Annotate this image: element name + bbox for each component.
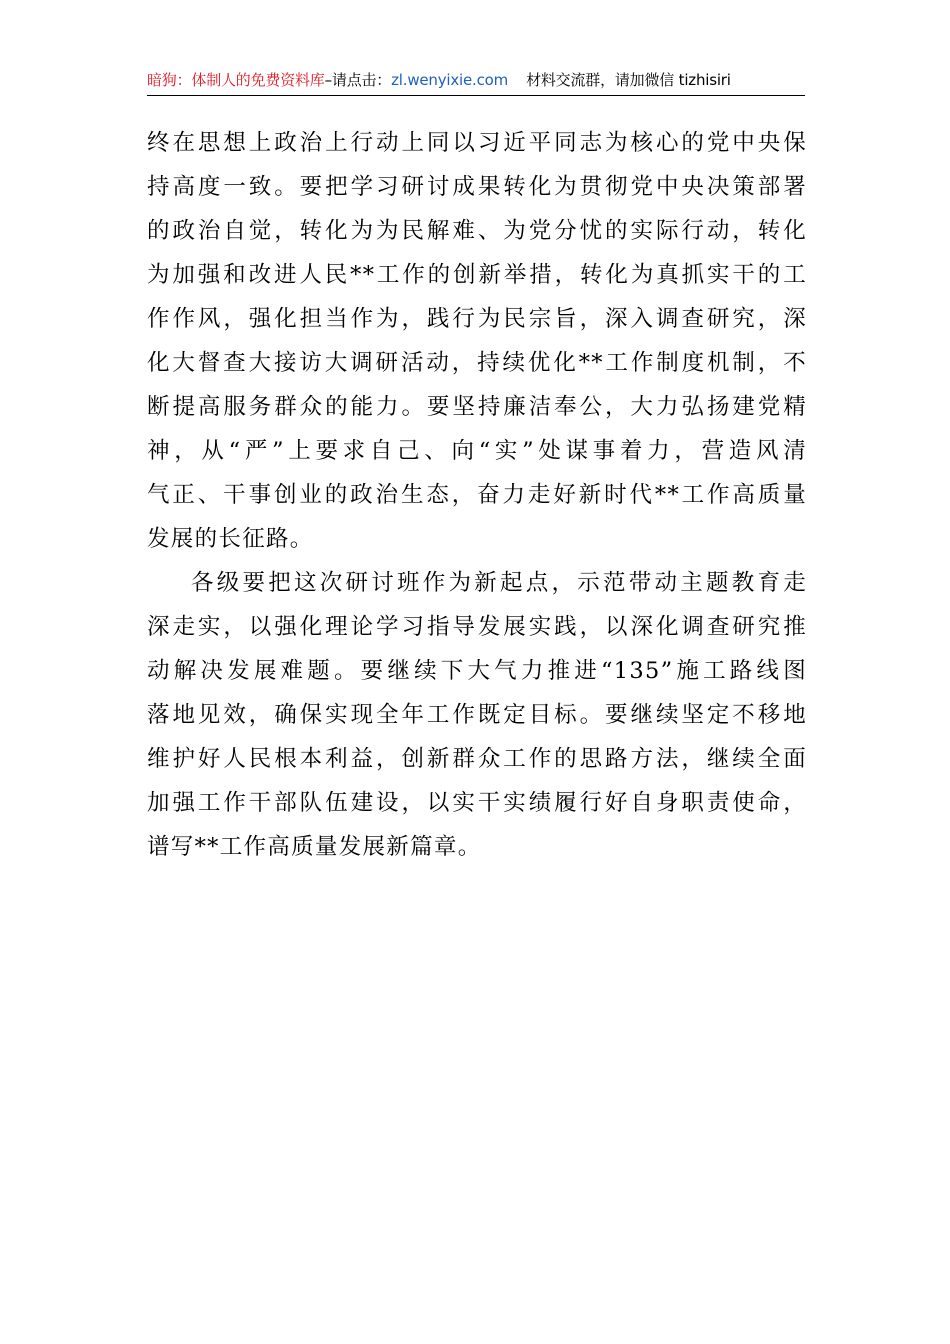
text-line: 谱写**工作高质量发展新篇章。 <box>147 834 482 860</box>
text-line: 断提高服务群众的能力。要坚持廉洁奉公，大力弘扬建党精 <box>147 394 807 420</box>
text-line: 的政治自觉，转化为为民解难、为党分忧的实际行动，转化 <box>147 218 807 244</box>
text-line: 气正、干事创业的政治生态，奋力走好新时代**工作高质量 <box>147 482 807 508</box>
text-line: 深走实，以强化理论学习指导发展实践，以深化调查研究推 <box>147 614 807 640</box>
text-line: 为加强和改进人民**工作的创新举措，转化为真抓实干的工 <box>147 262 807 288</box>
text-line: 化大督查大接访大调研活动，持续优化**工作制度机制，不 <box>147 350 807 376</box>
text-line: 动解决发展难题。要继续下大气力推进“135”施工路线图 <box>147 658 807 684</box>
header-link[interactable]: zl.wenyixie.com <box>391 71 509 89</box>
text-line: 落地见效，确保实现全年工作既定目标。要继续坚定不移地 <box>147 702 807 728</box>
text-line: 终在思想上政治上行动上同以习近平同志为核心的党中央保 <box>147 130 807 156</box>
text-line: 发展的长征路。 <box>147 526 314 552</box>
paragraph-2 <box>147 561 807 869</box>
header-separator: –请点击： <box>324 71 392 89</box>
header-note: 材料交流群，请加微信 tizhisiri <box>526 71 731 89</box>
text-line: 维护好人民根本利益，创新群众工作的思路方法，继续全面 <box>147 746 807 772</box>
text-line: 加强工作干部队伍建设，以实干实绩履行好自身职责使命， <box>147 790 807 816</box>
text-line: 持高度一致。要把学习研讨成果转化为贯彻党中央决策部署 <box>147 174 807 200</box>
page-header <box>147 67 805 96</box>
text-line: 神，从“严”上要求自己、向“实”处谋事着力，营造风清 <box>147 438 807 464</box>
document-body <box>147 121 807 869</box>
text-line: 作作风，强化担当作为，践行为民宗旨，深入调查研究，深 <box>147 306 807 332</box>
header-brand: 暗狗：体制人的免费资料库 <box>147 71 325 89</box>
paragraph-1 <box>147 121 807 561</box>
text-line: 各级要把这次研讨班作为新起点，示范带动主题教育走 <box>191 570 807 596</box>
